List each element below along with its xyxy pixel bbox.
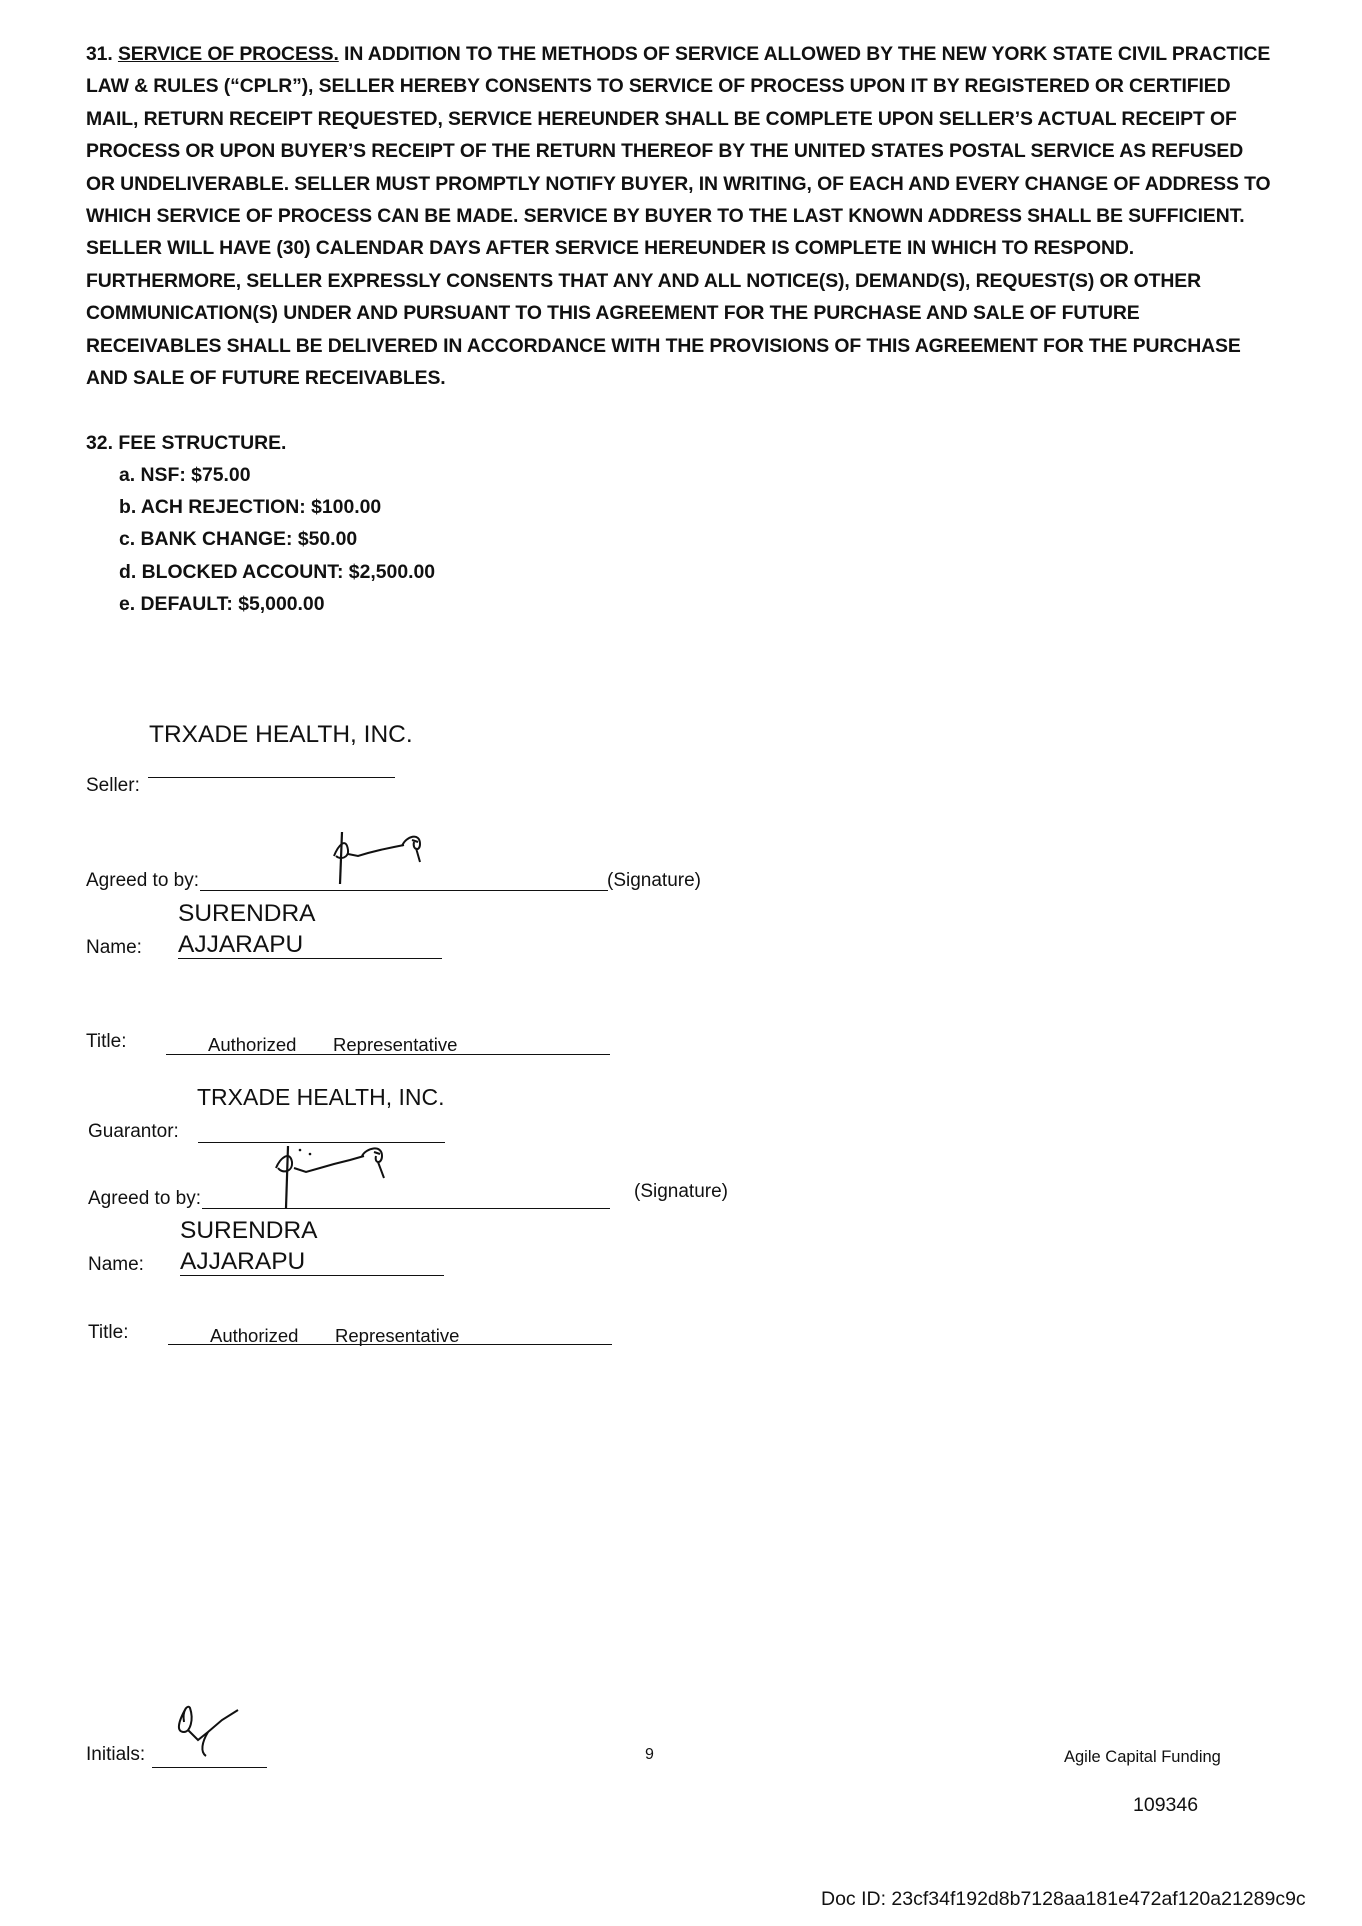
initials-signature-icon <box>172 1702 246 1760</box>
seller-company-name: TRXADE HEALTH, INC. <box>149 721 413 748</box>
initials-line <box>152 1767 267 1768</box>
fee-list <box>119 459 435 620</box>
guarantor-name-label: Name: <box>88 1254 144 1275</box>
guarantor-title-word2: Representative <box>335 1325 460 1346</box>
seller-signature-line <box>200 890 608 891</box>
guarantor-name-line1: SURENDRA <box>180 1217 318 1244</box>
guarantor-signature-icon <box>270 1142 400 1210</box>
fee-item-ach-rejection: b. ACH REJECTION: $100.00 <box>119 496 382 519</box>
seller-name-line1: SURENDRA <box>178 900 316 927</box>
seller-signature-note: (Signature) <box>607 870 701 891</box>
seller-name-line2: AJJARAPU <box>178 931 304 958</box>
fee-item-bank-change: c. BANK CHANGE: $50.00 <box>119 528 358 551</box>
seller-title-word1: Authorized <box>208 1034 297 1055</box>
seller-signature-icon <box>328 826 434 888</box>
guarantor-signature-line <box>202 1208 610 1209</box>
guarantor-title-word1: Authorized <box>210 1325 299 1346</box>
clause-31-paragraph <box>86 38 1276 394</box>
seller-name-line <box>178 958 442 959</box>
doc-id: Doc ID: 23cf34f192d8b7128aa181e472af120a21289c9c <box>821 1888 1306 1910</box>
initials-label: Initials: <box>86 1744 146 1765</box>
guarantor-label: Guarantor: <box>88 1121 179 1142</box>
fee-item-nsf: a. NSF: $75.00 <box>119 464 251 486</box>
guarantor-title-line <box>168 1344 612 1345</box>
seller-title-line <box>166 1054 610 1055</box>
footer-company: Agile Capital Funding <box>1064 1748 1221 1766</box>
guarantor-name-line <box>180 1275 444 1276</box>
seller-name-label: Name: <box>86 937 142 958</box>
clause-31-body: IN ADDITION TO THE METHODS OF SERVICE ALLOWED BY THE NEW YORK STATE CIVIL PRACTICE LAW & RULES (“CPLR”), SELLER HEREBY CONSENTS TO SERVICE OF PROCESS UPON IT BY REGISTERED OR CERTIFIED MAIL, RETURN RECEIPT REQUESTED, SERVICE HEREUNDER SHALL BE COMPLETE UPON SELLER’S ACTUAL RECEIPT OF PROCESS OR UPON BUYER’S RECEIPT OF THE RETURN THEREOF BY THE UNITED STATES POSTAL SERVICE AS REFUSED OR UNDELIVERABLE. SELLER MUST PROMPTLY NOTIFY BUYER, IN WRITING, OF EACH AND EVERY CHANGE OF ADDRESS TO WHICH SERVICE OF PROCESS CAN BE MADE. SERVICE BY BUYER TO THE LAST KNOWN ADDRESS SHALL BE SUFFICIENT. SELLER WILL HAVE (30) CALENDAR DAYS AFTER SERVICE HEREUNDER IS COMPLETE IN WHICH TO RESPOND. FURTHERMORE, SELLER EXPRESSLY CONSENTS THAT ANY AND ALL NOTICE(S), DEMAND(S), REQUEST(S) OR OTHER COMMUNICATION(S) UNDER AND PURSUANT TO THIS AGREEMENT FOR THE PURCHASE AND SALE OF FUTURE RECEIVABLES SHALL BE DELIVERED IN ACCORDANCE WITH THE PROVISIONS OF THIS AGREEMENT FOR THE PURCHASE AND SALE OF FUTURE RECEIVABLES. <box>86 43 1271 390</box>
guarantor-signature-note: (Signature) <box>634 1181 728 1202</box>
page-number: 9 <box>645 1746 654 1763</box>
fee-item-blocked-account: d. BLOCKED ACCOUNT: $2,500.00 <box>119 560 436 583</box>
reference-number: 109346 <box>1133 1794 1199 1816</box>
clause-31-heading: SERVICE OF PROCESS. <box>117 43 339 65</box>
guarantor-name-line2: AJJARAPU <box>180 1248 306 1275</box>
guarantor-agreed-label: Agreed to by: <box>88 1188 202 1209</box>
seller-title-word2: Representative <box>333 1034 458 1055</box>
seller-line <box>148 777 395 778</box>
seller-label: Seller: <box>86 775 140 796</box>
clause-32-heading: 32. FEE STRUCTURE. <box>86 432 287 454</box>
clause-31-number: 31. <box>86 43 113 65</box>
guarantor-title-label: Title: <box>88 1322 129 1343</box>
seller-title-label: Title: <box>86 1031 127 1052</box>
fee-item-default: e. DEFAULT: $5,000.00 <box>119 592 325 615</box>
seller-agreed-label: Agreed to by: <box>86 870 200 891</box>
guarantor-company-name: TRXADE HEALTH, INC. <box>197 1084 445 1110</box>
